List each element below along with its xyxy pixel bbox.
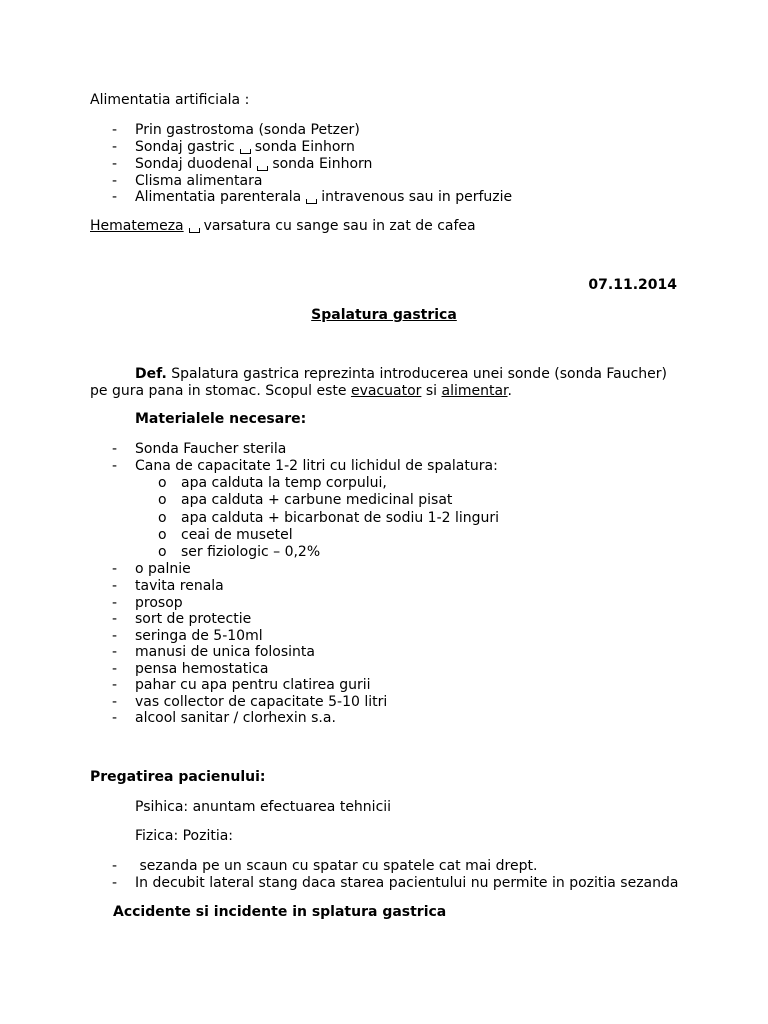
list-item: tavita renala — [135, 578, 224, 594]
scope-evacuator: evacuator — [350, 383, 422, 399]
list-item: Cana de capacitate 1-2 litri cu lichidul de spalatura: — [135, 458, 498, 474]
list-item: pensa hemostatica — [135, 661, 269, 677]
arrow-icon — [257, 166, 268, 171]
dash: - — [112, 628, 118, 644]
definition-text: . — [507, 383, 512, 399]
list-item: o palnie — [135, 561, 191, 577]
list-item-text: Alimentatia parenterala — [135, 189, 302, 205]
prep-heading: Pregatirea pacienului: — [90, 769, 266, 785]
dash: - — [112, 710, 118, 726]
dash: - — [112, 561, 118, 577]
document-date: 07.11.2014 — [588, 277, 677, 293]
list-item — [135, 189, 512, 206]
definition-text: pe gura pana in stomac. Scopul este — [90, 383, 351, 399]
hematemeza-definition: varsatura cu sange sau in zat de cafea — [203, 218, 476, 234]
prep-psihica: Psihica: anuntam efectuarea tehnicii — [135, 799, 392, 815]
hematemeza-line — [90, 218, 476, 235]
list-item-text: intravenous sau in perfuzie — [321, 189, 513, 205]
list-item — [135, 173, 262, 190]
circle-bullet-icon: o — [158, 492, 167, 508]
materials-heading: Materialele necesare: — [135, 411, 307, 427]
document-title: Spalatura gastrica — [311, 307, 457, 323]
accidents-heading: Accidente si incidente in splatura gastrica — [113, 904, 447, 920]
dash: - — [112, 644, 118, 660]
list-item-text: Sondaj duodenal — [135, 156, 253, 172]
intro-heading: Alimentatia artificiala : — [90, 92, 250, 108]
dash: - — [112, 661, 118, 677]
dash: - — [112, 875, 118, 891]
dash: - — [112, 595, 118, 611]
arrow-icon — [306, 199, 317, 204]
list-item: In decubit lateral stang daca starea pacientului nu permite in pozitia sezanda — [135, 875, 679, 891]
definition-line-1 — [135, 366, 667, 383]
circle-bullet-icon: o — [158, 475, 167, 491]
list-item — [135, 156, 372, 173]
dash: - — [112, 858, 118, 874]
list-item: pahar cu apa pentru clatirea gurii — [135, 677, 371, 693]
circle-bullet-icon: o — [158, 527, 167, 543]
sub-list-item: apa calduta + carbune medicinal pisat — [181, 492, 453, 508]
list-item — [135, 139, 355, 156]
list-item: sort de protectie — [135, 611, 252, 627]
dash: - — [112, 156, 118, 172]
dash: - — [112, 189, 118, 205]
dash: - — [112, 139, 118, 155]
dash: - — [112, 441, 118, 457]
prep-fizica: Fizica: Pozitia: — [135, 828, 234, 844]
list-item — [135, 122, 360, 139]
definition-line-2 — [90, 383, 512, 400]
sub-list-item: apa calduta + bicarbonat de sodiu 1-2 linguri — [181, 510, 500, 526]
list-item-text: sonda Einhorn — [272, 156, 373, 172]
sub-list-item: ceai de musetel — [181, 527, 293, 543]
list-item: sezanda pe un scaun cu spatar cu spatele cat mai drept. — [135, 858, 538, 874]
circle-bullet-icon: o — [158, 544, 167, 560]
hematemeza-term: Hematemeza — [90, 218, 184, 234]
list-item: manusi de unica folosinta — [135, 644, 315, 660]
dash: - — [112, 173, 118, 189]
definition-label: Def. — [135, 366, 167, 382]
list-item: vas collector de capacitate 5-10 litri — [135, 694, 388, 710]
list-item-text: Clisma alimentara — [135, 173, 263, 189]
list-item-text: sonda Einhorn — [254, 139, 355, 155]
definition-text: Spalatura gastrica reprezinta introducerea unei sonde (sonda Faucher) — [166, 366, 667, 382]
dash: - — [112, 578, 118, 594]
dash: - — [112, 694, 118, 710]
circle-bullet-icon: o — [158, 510, 167, 526]
list-item: alcool sanitar / clorhexin s.a. — [135, 710, 336, 726]
definition-text: si — [421, 383, 442, 399]
sub-list-item: ser fiziologic – 0,2% — [181, 544, 321, 560]
list-item-text: Sondaj gastric — [135, 139, 235, 155]
list-item: seringa de 5-10ml — [135, 628, 263, 644]
dash: - — [112, 458, 118, 474]
dash: - — [112, 122, 118, 138]
dash: - — [112, 611, 118, 627]
dash: - — [112, 677, 118, 693]
scope-alimentar: alimentar — [441, 383, 508, 399]
sub-list-item: apa calduta la temp corpului, — [181, 475, 387, 491]
list-item: prosop — [135, 595, 183, 611]
arrow-icon — [189, 228, 200, 233]
arrow-icon — [240, 149, 251, 154]
list-item: Sonda Faucher sterila — [135, 441, 287, 457]
list-item-text: Prin gastrostoma (sonda Petzer) — [135, 122, 360, 138]
